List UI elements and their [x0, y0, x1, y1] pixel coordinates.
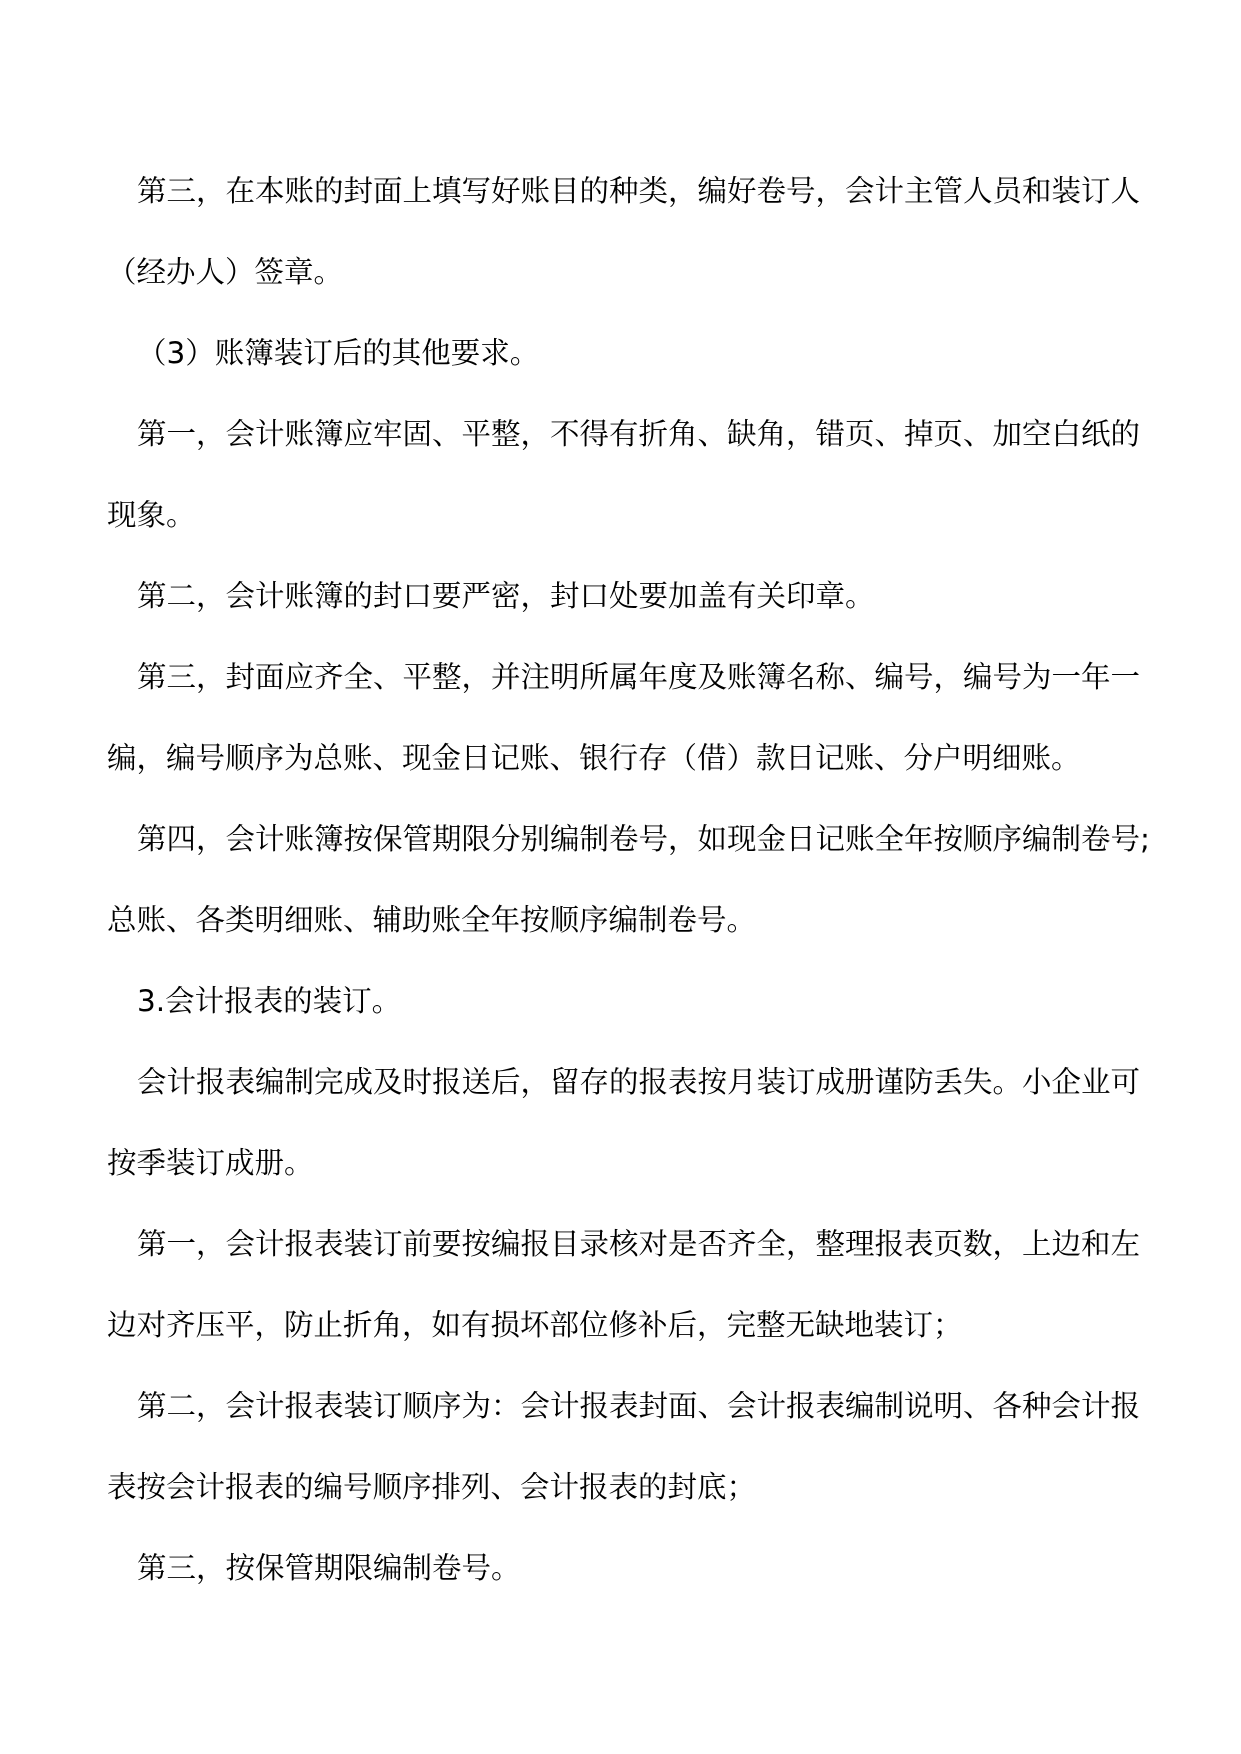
text-line: 第三，封面应齐全、平整，并注明所属年度及账簿名称、编号，编号为一年一 [137, 660, 1141, 694]
text-line: 按季装订成册。 [107, 1146, 314, 1180]
text-line: 总账、各类明细账、辅助账全年按顺序编制卷号。 [107, 903, 757, 937]
text-line: 边对齐压平，防止折角，如有损坏部位修补后，完整无缺地装订； [107, 1308, 963, 1342]
text-line: 表按会计报表的编号顺序排列、会计报表的封底； [107, 1470, 757, 1504]
text-line: 第四，会计账簿按保管期限分别编制卷号，如现金日记账全年按顺序编制卷号; [137, 822, 1150, 856]
text-line: （经办人）签章。 [107, 255, 344, 289]
text-line: 会计报表编制完成及时报送后，留存的报表按月装订成册谨防丢失。小企业可 [137, 1065, 1141, 1099]
text-line: 第二，会计报表装订顺序为：会计报表封面、会计报表编制说明、各种会计报 [137, 1389, 1141, 1423]
text-line: 编，编号顺序为总账、现金日记账、银行存（借）款日记账、分户明细账。 [107, 741, 1081, 775]
text-line: 第三，按保管期限编制卷号。 [137, 1551, 521, 1585]
section-heading: 3.会计报表的装订。 [137, 984, 402, 1018]
text-line: 第一，会计报表装订前要按编报目录核对是否齐全，整理报表页数，上边和左 [137, 1227, 1141, 1261]
text-line: 现象。 [107, 498, 196, 532]
text-line: 第三，在本账的封面上填写好账目的种类，编好卷号，会计主管人员和装订人 [137, 174, 1141, 208]
text-line: 第一，会计账簿应牢固、平整，不得有折角、缺角，错页、掉页、加空白纸的 [137, 417, 1141, 451]
text-line: 第二，会计账簿的封口要严密，封口处要加盖有关印章。 [137, 579, 875, 613]
text-line: （3）账簿装订后的其他要求。 [137, 336, 540, 370]
